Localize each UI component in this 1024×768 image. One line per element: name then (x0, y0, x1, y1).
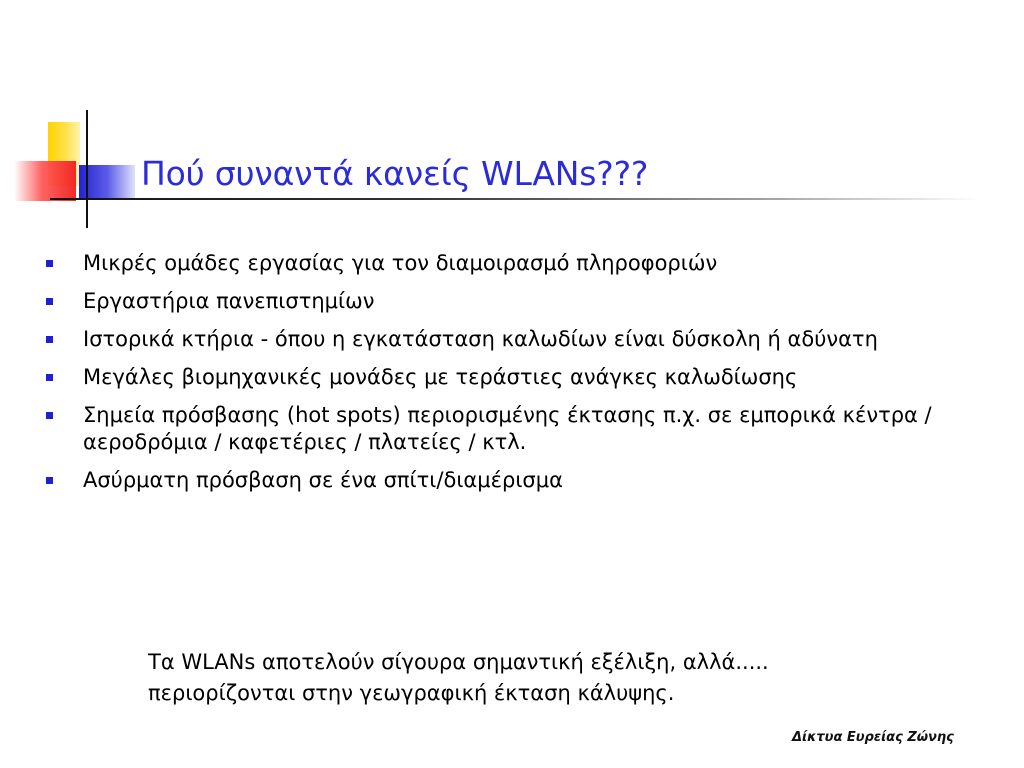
bullet-square-icon (46, 336, 53, 343)
footer-caption: Δίκτυα Ευρείας Ζώνης (792, 730, 954, 745)
note-line-1: Τα WLANs αποτελούν σίγουρα σημαντική εξέλιξη, αλλά..... (148, 650, 769, 674)
bullet-list (46, 250, 946, 505)
bullet-item (46, 364, 946, 391)
bullet-item (46, 250, 946, 277)
bullet-square-icon (46, 260, 53, 267)
decor-vertical-line (86, 110, 88, 228)
bullet-text: Εργαστήρια πανεπιστημίων (83, 289, 375, 313)
bullet-text: Ασύρματη πρόσβαση σε ένα σπίτι/διαμέρισμα (83, 468, 563, 492)
bullet-square-icon (46, 374, 53, 381)
slide-title: Πού συναντά κανείς WLANs??? (141, 154, 649, 193)
closing-note (148, 647, 769, 709)
bullet-text: Μεγάλες βιομηχανικές μονάδες με τεράστιες ανάγκες καλωδίωσης (83, 365, 798, 389)
bullet-square-icon (46, 298, 53, 305)
bullet-item (46, 326, 946, 353)
bullet-text: Σημεία πρόσβασης (hot spots) περιορισμένης έκτασης π.χ. σε εμπορικά κέντρα / αεροδρόμια / καφετέριες / πλατείες / κτλ. (83, 403, 932, 454)
note-line-2: περιορίζονται στην γεωγραφική έκταση κάλυψης. (148, 681, 675, 705)
bullet-text: Ιστορικά κτήρια - όπου η εγκατάσταση καλωδίων είναι δύσκολη ή αδύνατη (83, 327, 878, 351)
bullet-square-icon (46, 477, 53, 484)
bullet-item (46, 467, 946, 494)
bullet-text: Μικρές ομάδες εργασίας για τον διαμοιρασμό πληροφοριών (83, 251, 718, 275)
title-underline (50, 198, 980, 200)
bullet-item (46, 288, 946, 315)
decor-red-square (14, 161, 76, 201)
bullet-item (46, 402, 946, 456)
bullet-square-icon (46, 412, 53, 419)
